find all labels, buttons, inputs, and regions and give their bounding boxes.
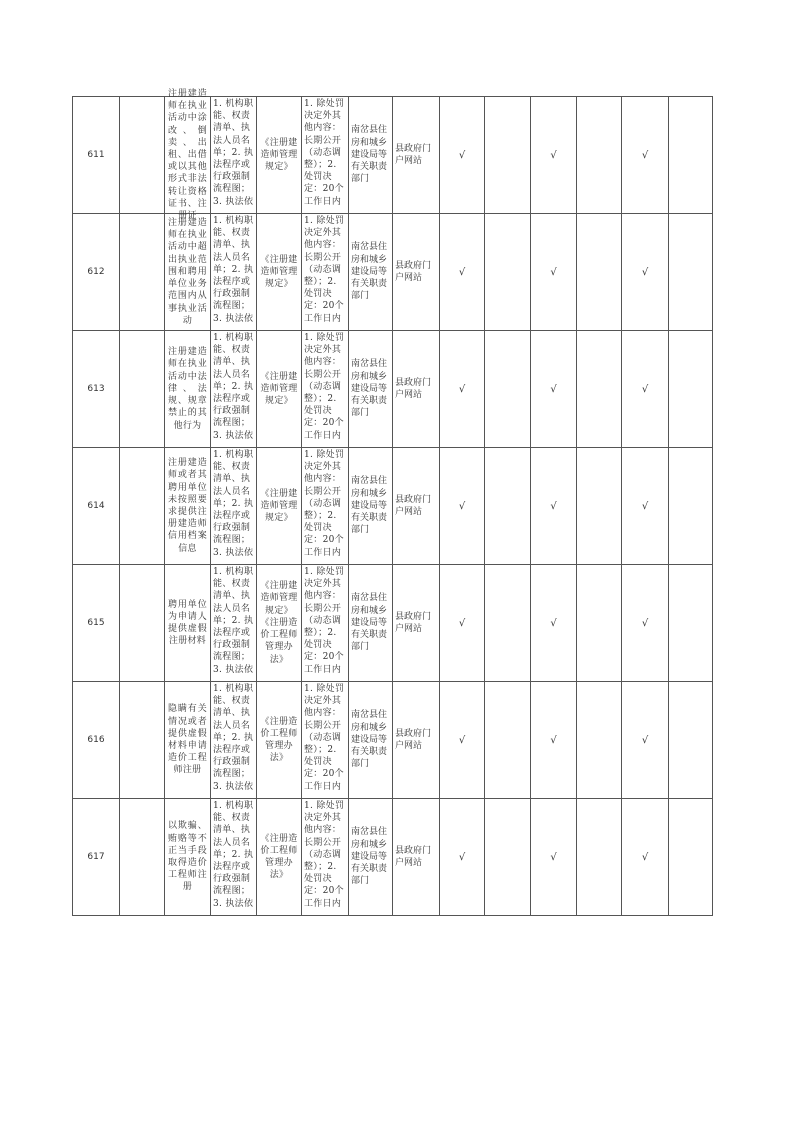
disclosure-subject: 南岔县住房和城乡建设局等有关职责部门 [351,593,388,653]
check-mark: √ [440,97,485,214]
disclosure-subject-cell [349,448,393,565]
item-name-cell [165,88,211,221]
check-mark: √ [622,682,669,799]
legal-basis-cell [257,682,302,799]
check-mark [669,565,713,682]
table-body [73,88,713,916]
disclosure-subject: 南岔县住房和城乡建设局等有关职责部门 [351,125,388,185]
check-mark: √ [440,682,485,799]
table-row [73,214,713,331]
disclosure-channel-cell [393,682,440,799]
check-mark: √ [622,448,669,565]
disclosure-subject: 南岔县住房和城乡建设局等有关职责部门 [351,242,388,302]
check-mark: √ [531,448,577,565]
check-mark: √ [440,799,485,916]
disclosure-content-cell [211,799,257,916]
disclosure-content: 1. 机构职能、权责清单、执法人员名单；2. 执法程序或行政强制流程图；3. 执法依 [213,99,254,207]
disclosure-period: 1. 除处罚决定外其他内容：长期公开（动态调整）；2. 处罚决定：20个工作日内 [304,684,345,792]
table-row [73,799,713,916]
legal-basis-cell [257,214,302,331]
check-mark [669,214,713,331]
disclosure-channel-cell [393,565,440,682]
disclosure-subject: 南岔县住房和城乡建设局等有关职责部门 [351,476,388,536]
check-mark [577,448,622,565]
disclosure-content-cell [211,448,257,565]
table-row [73,97,713,214]
check-mark: √ [622,799,669,916]
disclosure-subject-cell [349,331,393,448]
disclosure-content: 1. 机构职能、权责清单、执法人员名单；2. 执法程序或行政强制流程图；3. 执法依 [213,567,254,675]
item-name-cell [165,448,211,565]
item-name: 聘用单位为申请人提供虚假注册材料 [168,599,207,647]
legal-basis-cell [257,799,302,916]
legal-basis: 《注册建造师管理规定》 [260,137,298,173]
item-name-cell [165,799,211,916]
table-row [73,565,713,682]
disclosure-subject-cell [349,214,393,331]
check-mark [669,331,713,448]
row-number: 614 [73,448,120,565]
check-mark [485,565,531,682]
item-name: 注册建造师或者其聘用单位未按照要求提供注册建造师信用档案信息 [168,458,207,554]
check-mark: √ [440,214,485,331]
row-number: 611 [73,97,120,214]
disclosure-subject-cell [349,682,393,799]
legal-basis: 《注册造价工程师管理办法》 [260,833,298,881]
disclosure-content: 1. 机构职能、权责清单、执法人员名单；2. 执法程序或行政强制流程图；3. 执法依 [213,333,254,441]
check-mark: √ [440,565,485,682]
disclosure-period-cell [302,331,349,448]
legal-basis: 《注册造价工程师管理办法》 [260,716,298,764]
legal-basis-cell [257,565,302,682]
disclosure-subject: 南岔县住房和城乡建设局等有关职责部门 [351,827,388,887]
check-mark: √ [622,331,669,448]
empty-cell-cell [120,448,165,565]
disclosure-channel: 县政府门户网站 [395,143,432,166]
disclosure-content: 1. 机构职能、权责清单、执法人员名单；2. 执法程序或行政强制流程图；3. 执法依 [213,684,254,792]
empty-cell-cell [120,799,165,916]
disclosure-channel: 县政府门户网站 [395,377,432,400]
check-mark: √ [440,331,485,448]
check-mark: √ [440,448,485,565]
disclosure-period: 1. 除处罚决定外其他内容：长期公开（动态调整）；2. 处罚决定：20个工作日内 [304,99,345,207]
disclosure-subject-cell [349,565,393,682]
disclosure-content: 1. 机构职能、权责清单、执法人员名单；2. 执法程序或行政强制流程图；3. 执法依 [213,216,254,324]
disclosure-period-cell [302,565,349,682]
check-mark: √ [622,214,669,331]
table-row [73,682,713,799]
check-mark [485,97,531,214]
legal-basis: 《注册建造师管理规定》 [260,371,298,407]
check-mark [669,448,713,565]
disclosure-period-cell [302,682,349,799]
disclosure-period: 1. 除处罚决定外其他内容：长期公开（动态调整）；2. 处罚决定：20个工作日内 [304,450,345,558]
item-name: 注册建造师在执业活动中法律、法规、规章禁止的其他行为 [168,347,207,431]
disclosure-content-cell [211,214,257,331]
row-number: 617 [73,799,120,916]
check-mark [577,682,622,799]
item-name-cell [165,565,211,682]
disclosure-period-cell [302,448,349,565]
check-mark [577,97,622,214]
disclosure-content-cell [211,682,257,799]
disclosure-table [72,88,713,916]
row-number: 612 [73,214,120,331]
check-mark [485,448,531,565]
check-mark: √ [531,565,577,682]
item-name: 注册建造师在执业活动中涂改、倒卖、出租、出借或以其他形式非法转让资格证书、注册证 [168,88,207,221]
row-number: 615 [73,565,120,682]
empty-cell-cell [120,331,165,448]
check-mark: √ [531,214,577,331]
disclosure-period: 1. 除处罚决定外其他内容：长期公开（动态调整）；2. 处罚决定：20个工作日内 [304,567,345,675]
item-name-cell [165,682,211,799]
check-mark [669,682,713,799]
row-number: 616 [73,682,120,799]
item-name: 以欺骗、贿赂等不正当手段取得造价工程师注册 [168,821,207,893]
item-name: 注册建造师在执业活动中超出执业范围和聘用单位业务范围内从事执业活动 [168,218,207,326]
check-mark [485,799,531,916]
check-mark [485,682,531,799]
disclosure-period-cell [302,799,349,916]
disclosure-period: 1. 除处罚决定外其他内容：长期公开（动态调整）；2. 处罚决定：20个工作日内 [304,216,345,324]
check-mark [577,214,622,331]
disclosure-period: 1. 除处罚决定外其他内容：长期公开（动态调整）；2. 处罚决定：20个工作日内 [304,333,345,441]
empty-cell-cell [120,97,165,214]
disclosure-subject: 南岔县住房和城乡建设局等有关职责部门 [351,359,388,419]
check-mark [669,799,713,916]
legal-basis-cell [257,448,302,565]
disclosure-channel: 县政府门户网站 [395,845,432,868]
check-mark [669,97,713,214]
empty-cell-cell [120,565,165,682]
check-mark: √ [531,682,577,799]
disclosure-content-cell [211,97,257,214]
disclosure-subject-cell [349,97,393,214]
check-mark [485,214,531,331]
check-mark: √ [531,331,577,448]
disclosure-channel-cell [393,448,440,565]
check-mark: √ [531,97,577,214]
disclosure-period-cell [302,97,349,214]
legal-basis: 《注册建造师管理规定》《注册造价工程师管理办法》 [260,581,298,665]
table-row [73,331,713,448]
disclosure-period-cell [302,214,349,331]
disclosure-content: 1. 机构职能、权责清单、执法人员名单；2. 执法程序或行政强制流程图；3. 执法依 [213,801,254,909]
disclosure-channel-cell [393,331,440,448]
check-mark: √ [622,97,669,214]
legal-basis-cell [257,97,302,214]
check-mark [485,331,531,448]
empty-cell-cell [120,214,165,331]
check-mark [577,331,622,448]
row-number: 613 [73,331,120,448]
disclosure-channel: 县政府门户网站 [395,260,432,283]
disclosure-content-cell [211,565,257,682]
item-name: 隐瞒有关情况或者提供虚假材料申请造价工程师注册 [168,704,207,776]
legal-basis-cell [257,331,302,448]
check-mark: √ [622,565,669,682]
item-name-cell [165,331,211,448]
table-row [73,448,713,565]
empty-cell-cell [120,682,165,799]
disclosure-period: 1. 除处罚决定外其他内容：长期公开（动态调整）；2. 处罚决定：20个工作日内 [304,801,345,909]
disclosure-subject: 南岔县住房和城乡建设局等有关职责部门 [351,710,388,770]
check-mark: √ [531,799,577,916]
disclosure-channel-cell [393,97,440,214]
legal-basis: 《注册建造师管理规定》 [260,488,298,524]
disclosure-channel: 县政府门户网站 [395,611,432,634]
item-name-cell [165,214,211,331]
disclosure-channel: 县政府门户网站 [395,494,432,517]
disclosure-channel-cell [393,214,440,331]
disclosure-subject-cell [349,799,393,916]
check-mark [577,565,622,682]
disclosure-channel: 县政府门户网站 [395,728,432,751]
disclosure-content-cell [211,331,257,448]
disclosure-content: 1. 机构职能、权责清单、执法人员名单；2. 执法程序或行政强制流程图；3. 执法依 [213,450,254,558]
legal-basis: 《注册建造师管理规定》 [260,254,298,290]
check-mark [577,799,622,916]
disclosure-channel-cell [393,799,440,916]
